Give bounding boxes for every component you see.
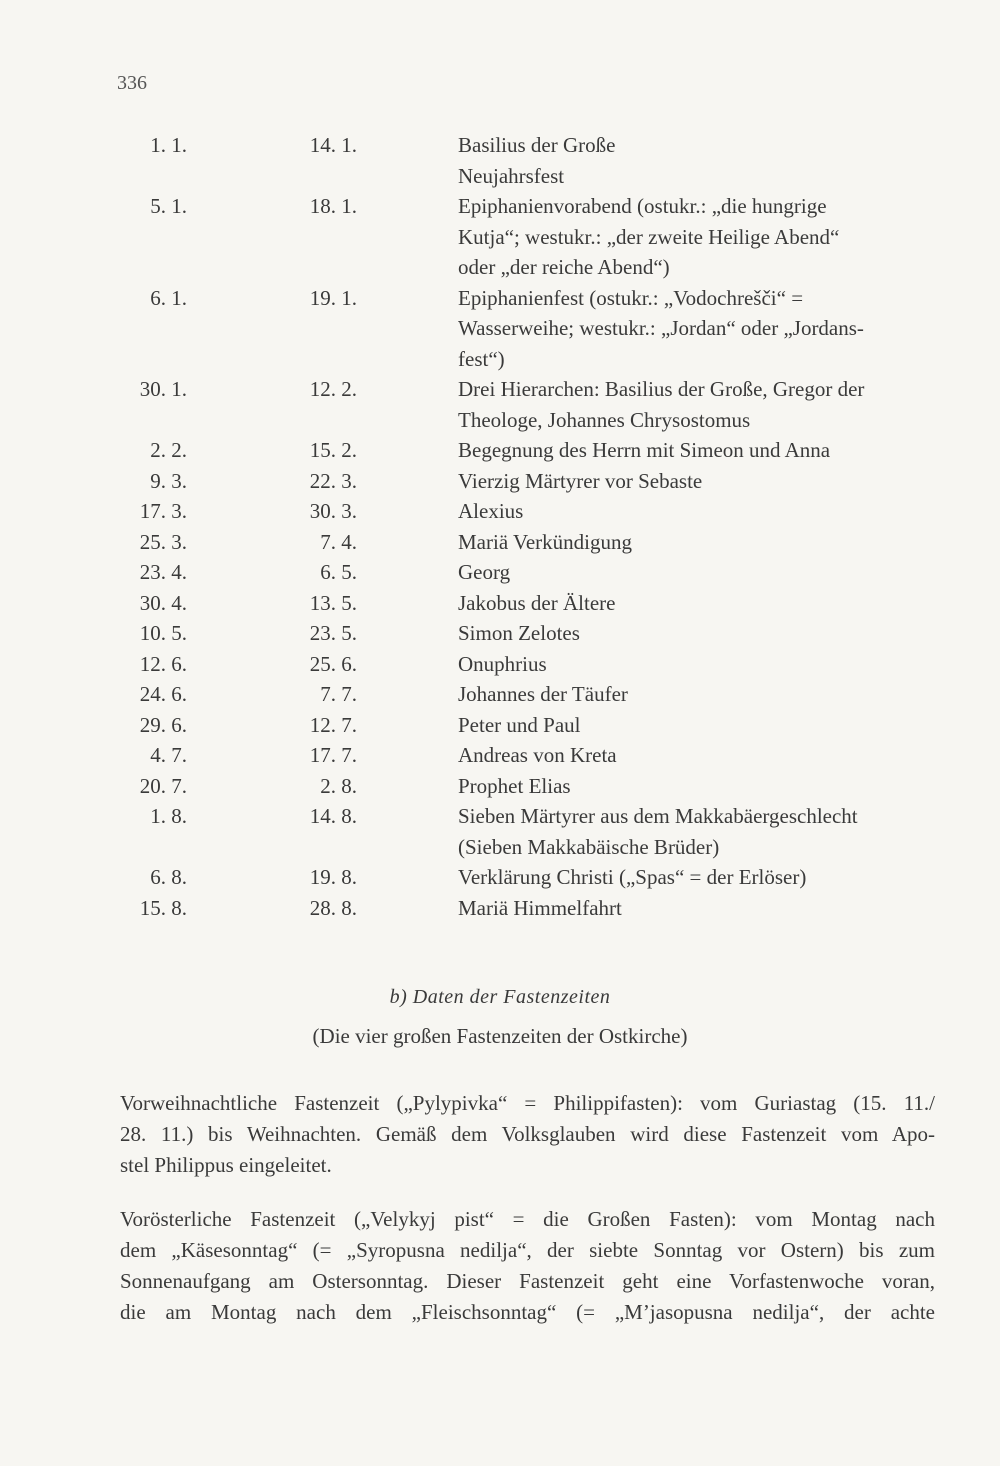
feast-name: Johannes der Täufer xyxy=(458,682,628,706)
date-old-calendar: 24. 6. xyxy=(139,682,187,706)
date-new-calendar: 14. 8. xyxy=(309,804,357,828)
date-old-calendar: 1. 1. xyxy=(150,133,187,157)
feast-row xyxy=(0,527,1000,558)
date-old-calendar: 1. 8. xyxy=(150,804,187,828)
section-title: b) Daten der Fastenzeiten xyxy=(389,986,611,1008)
feast-row xyxy=(0,710,1000,741)
feast-name: Begegnung des Herrn mit Simeon und Anna xyxy=(458,438,831,462)
feast-name: Simon Zelotes xyxy=(458,621,580,645)
feast-name: Alexius xyxy=(458,499,524,523)
date-new-calendar: 30. 3. xyxy=(309,499,357,523)
feast-name: Prophet Elias xyxy=(458,773,571,798)
feast-name: Epiphanienfest (ostukr.: „Vodochrešči“ = Wasserweihe; westukr.: „Jordan“ oder „Jordans- fest“) xyxy=(458,285,864,371)
feast-name: Epiphanienvorabend (ostukr.: „die hungrige Kutja“; westukr.: „der zweite Heilige Abend“ oder „der reiche Abend“) xyxy=(458,194,840,279)
paragraph-line: die am Montag nach dem „Fleischsonntag“ (= „M’jasopusna nedilja“, der achte xyxy=(120,1300,935,1324)
feast-name: Mariä Himmelfahrt xyxy=(458,895,622,920)
paragraph-line: Vorweihnachtliche Fastenzeit („Pylypivka“ = Philippifasten): vom Guriastag (15. 11./ xyxy=(120,1091,935,1115)
date-old-calendar: 2. 2. xyxy=(150,438,187,462)
date-old-calendar: 4. 7. xyxy=(150,743,187,767)
feast-row xyxy=(0,862,1000,893)
feast-row xyxy=(0,283,1000,375)
feast-row xyxy=(0,191,1000,283)
feast-row xyxy=(0,435,1000,466)
paragraph-lenten-fast xyxy=(120,1204,935,1328)
feast-name: Vierzig Märtyrer vor Sebaste xyxy=(458,468,703,493)
paragraph-line: stel Philippus eingeleitet. xyxy=(120,1153,332,1177)
date-new-calendar: 23. 5. xyxy=(309,621,357,645)
paragraph-line: Vorösterliche Fastenzeit („Velykyj pist“ = die Großen Fasten): vom Montag nach xyxy=(120,1207,935,1231)
feast-row xyxy=(0,557,1000,588)
date-old-calendar: 25. 3. xyxy=(139,529,187,554)
feast-row xyxy=(0,771,1000,802)
feast-row xyxy=(0,496,1000,527)
date-new-calendar: 12. 7. xyxy=(309,712,357,737)
date-new-calendar: 25. 6. xyxy=(309,651,357,676)
feast-name: Jakobus der Ältere xyxy=(458,590,616,615)
feast-table xyxy=(0,130,1000,923)
date-new-calendar: 28. 8. xyxy=(309,895,357,920)
paragraph-advent-fast xyxy=(120,1088,935,1181)
feast-row xyxy=(0,740,1000,771)
paragraph-line: dem „Käsesonntag“ (= „Syropusna nedilja“, der siebte Sonntag vor Ostern) bis zum xyxy=(120,1238,935,1262)
date-new-calendar: 22. 3. xyxy=(309,468,357,493)
date-old-calendar: 9. 3. xyxy=(150,468,187,493)
paragraph-line: Sonnenaufgang am Ostersonntag. Dieser Fastenzeit geht eine Vorfastenwoche voran, xyxy=(120,1269,935,1293)
section-subtitle: (Die vier großen Fastenzeiten der Ostkirche) xyxy=(312,1024,688,1048)
feast-row xyxy=(0,618,1000,649)
feast-name: Drei Hierarchen: Basilius der Große, Gregor der Theologe, Johannes Chrysostomus xyxy=(458,377,865,432)
date-old-calendar: 15. 8. xyxy=(139,895,187,920)
date-new-calendar: 2. 8. xyxy=(320,773,357,798)
feast-row xyxy=(0,130,1000,191)
date-old-calendar: 5. 1. xyxy=(150,194,187,218)
feast-row xyxy=(0,588,1000,619)
date-old-calendar: 20. 7. xyxy=(139,773,187,798)
date-old-calendar: 6. 8. xyxy=(150,865,187,889)
page-number: 336 xyxy=(117,72,147,94)
feast-row xyxy=(0,679,1000,710)
date-new-calendar: 12. 2. xyxy=(309,377,357,401)
feast-name: Basilius der Große Neujahrsfest xyxy=(458,133,616,188)
date-new-calendar: 7. 4. xyxy=(320,529,357,554)
feast-name: Andreas von Kreta xyxy=(458,743,617,767)
paragraph-line: 28. 11.) bis Weihnachten. Gemäß dem Volksglauben wird diese Fastenzeit vom Apo- xyxy=(120,1122,935,1146)
feast-name: Verklärung Christi („Spas“ = der Erlöser) xyxy=(458,865,807,889)
date-old-calendar: 17. 3. xyxy=(139,499,187,523)
date-new-calendar: 18. 1. xyxy=(309,194,357,218)
date-old-calendar: 29. 6. xyxy=(139,712,187,737)
date-new-calendar: 6. 5. xyxy=(320,560,357,584)
date-new-calendar: 19. 8. xyxy=(309,865,357,889)
feast-row xyxy=(0,374,1000,435)
date-old-calendar: 23. 4. xyxy=(139,560,187,584)
date-new-calendar: 17. 7. xyxy=(309,743,357,767)
date-old-calendar: 10. 5. xyxy=(139,621,187,645)
date-new-calendar: 13. 5. xyxy=(309,590,357,615)
feast-row xyxy=(0,649,1000,680)
feast-name: Sieben Märtyrer aus dem Makkabäergeschlecht (Sieben Makkabäische Brüder) xyxy=(458,804,858,859)
feast-row xyxy=(0,893,1000,924)
feast-name: Georg xyxy=(458,560,511,584)
feast-row xyxy=(0,801,1000,862)
date-old-calendar: 30. 4. xyxy=(139,590,187,615)
date-new-calendar: 19. 1. xyxy=(309,285,357,310)
date-old-calendar: 12. 6. xyxy=(139,651,187,676)
date-old-calendar: 6. 1. xyxy=(150,285,187,310)
date-new-calendar: 7. 7. xyxy=(320,682,357,706)
date-new-calendar: 14. 1. xyxy=(309,133,357,157)
date-new-calendar: 15. 2. xyxy=(309,438,357,462)
feast-row xyxy=(0,466,1000,497)
feast-name: Mariä Verkündigung xyxy=(458,529,632,554)
feast-name: Onuphrius xyxy=(458,651,547,676)
feast-name: Peter und Paul xyxy=(458,712,581,737)
date-old-calendar: 30. 1. xyxy=(139,377,187,401)
